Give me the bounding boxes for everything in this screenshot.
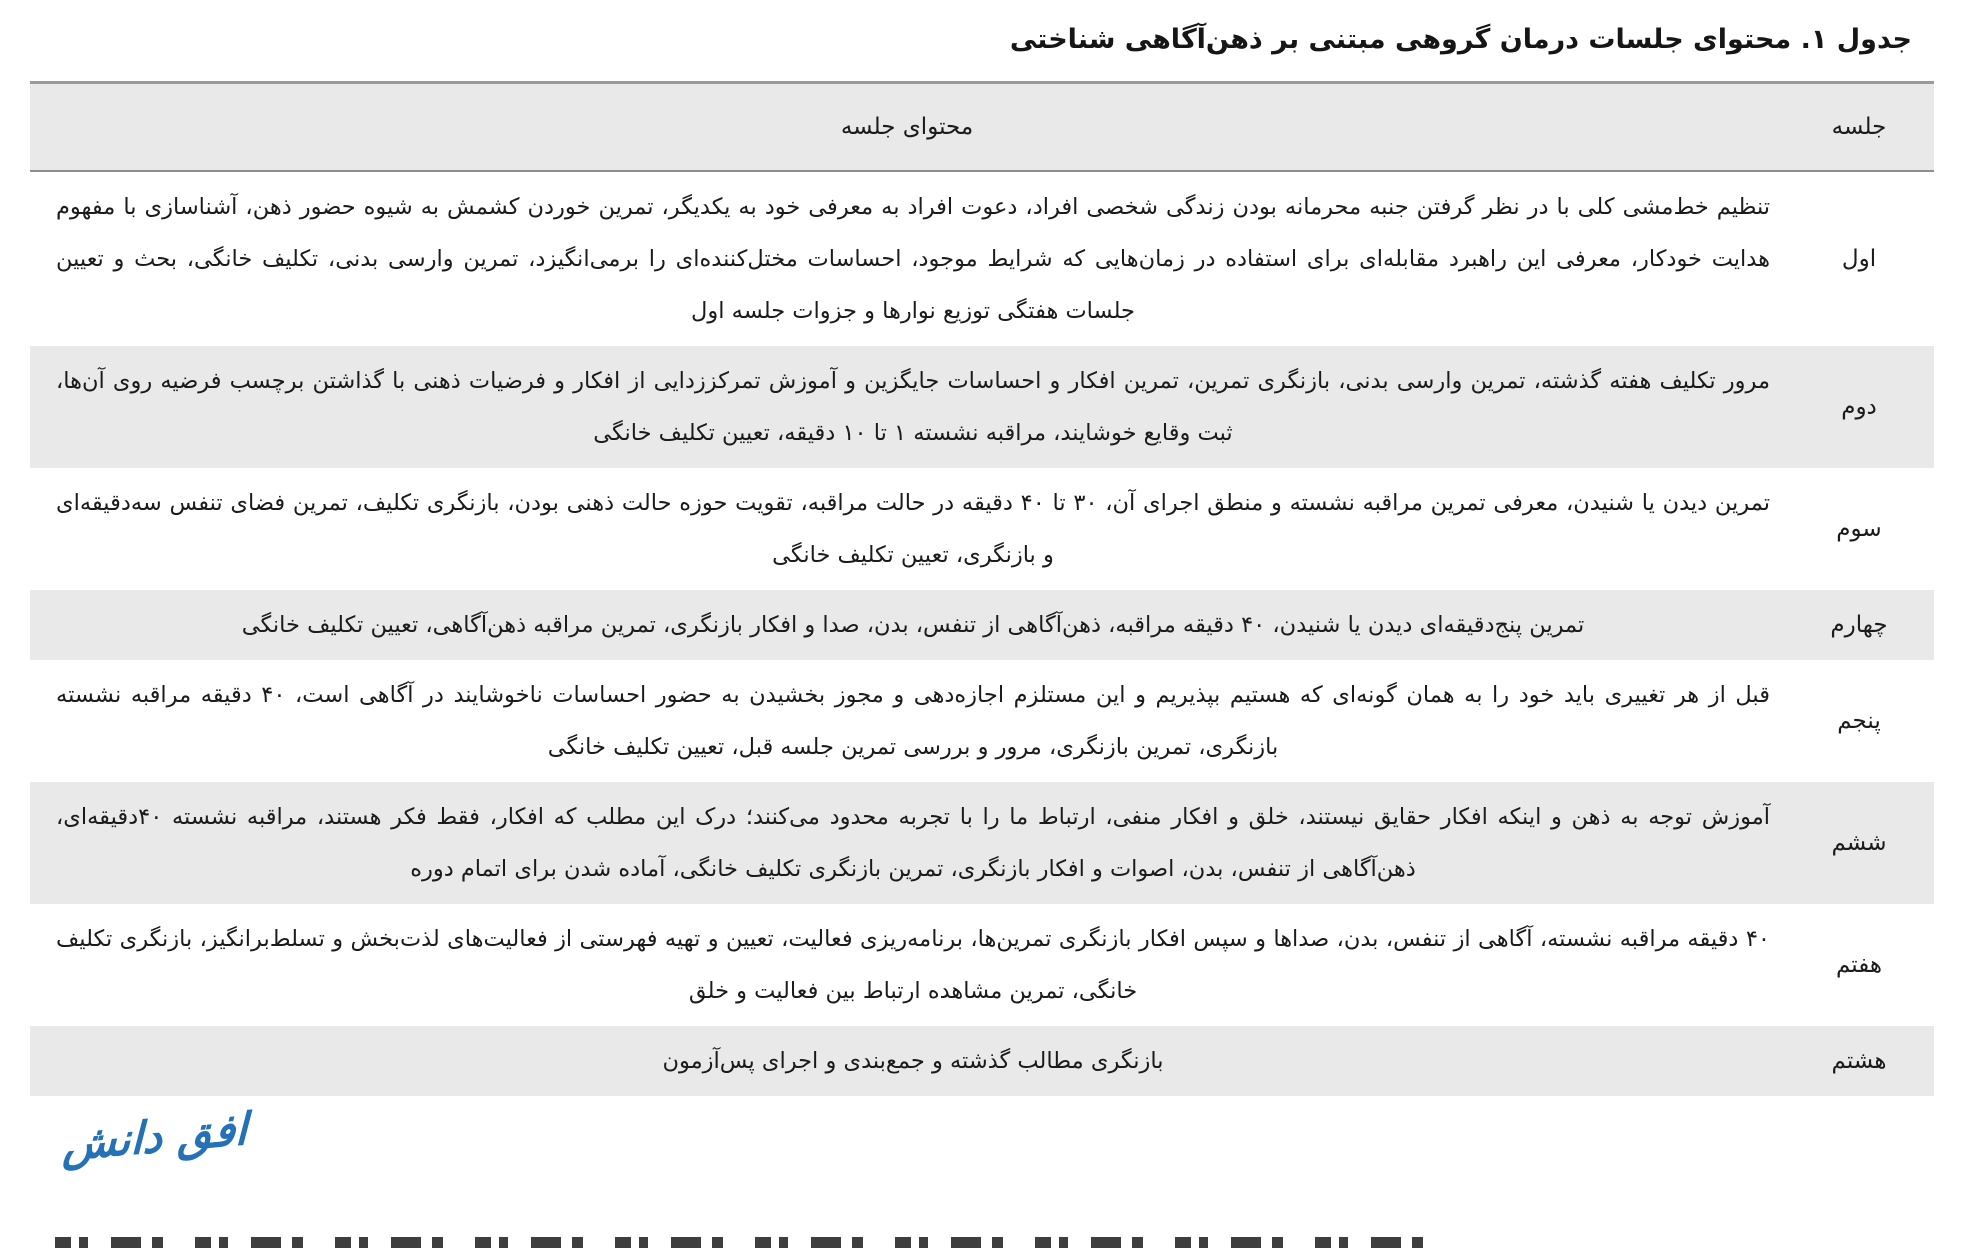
session-content-cell: تمرین دیدن یا شنیدن، معرفی تمرین مراقبه نشسته و منطق اجرای آن، ۳۰ تا ۴۰ دقیقه در حالت مراقبه، تقویت حوزه حالت ذهنی بودن، بازنگری تکلیف، تمرین فضای تنفس سه‌دقیقه‌ای و بازنگری، تعیین تکلیف خانگی: [56, 490, 1770, 568]
session-number-cell: ششم: [1831, 830, 1887, 856]
cutoff-text-strip: [55, 1237, 1445, 1248]
session-number-cell: سوم: [1836, 516, 1882, 542]
table-body: [30, 172, 1934, 1096]
table-row: [30, 660, 1934, 782]
table-title: جدول ۱. محتوای جلسات درمان گروهی مبتنی بر ذهن‌آگاهی شناختی: [1009, 24, 1912, 55]
journal-logo: افق دانش: [61, 1103, 248, 1172]
table-row: [30, 904, 1934, 1026]
session-content-cell: مرور تکلیف هفته گذشته، تمرین وارسی بدنی، بازنگری تمرین، تمرین افکار و احساسات جایگزین و آموزش تمرکززدایی از افکار و فرضیات ذهنی با گذاشتن برچسب فرضیه روی آن‌ها، ثبت وقایع خوشایند، مراقبه نشسته ۱ تا ۱۰ دقیقه، تعیین تکلیف خانگی: [56, 368, 1770, 446]
session-number-cell: چهارم: [1830, 612, 1888, 638]
session-number-cell: هشتم: [1831, 1048, 1887, 1074]
table-row: [30, 590, 1934, 660]
table-header-row: [30, 84, 1934, 172]
session-number-cell: هفتم: [1836, 952, 1883, 978]
table-row: [30, 1026, 1934, 1096]
table-row: [30, 172, 1934, 346]
table-row: [30, 468, 1934, 590]
column-header-session: جلسه: [1831, 114, 1887, 140]
sessions-table: [30, 81, 1934, 1096]
session-content-cell: بازنگری مطالب گذشته و جمع‌بندی و اجرای پس‌آزمون: [662, 1048, 1164, 1074]
session-content-cell: تنظیم خط‌مشی کلی با در نظر گرفتن جنبه محرمانه بودن زندگی شخصی افراد، دعوت افراد به معرفی خود به یکدیگر، تمرین خوردن کشمش به شیوه حضور ذهن، آشناسازی با مفهوم هدایت خودکار، معرفی این راهبرد مقابله‌ای برای استفاده در زمان‌هایی که شرایط موجود، احساسات مختل‌کننده‌ای را برمی‌انگیزد، تمرین وارسی بدنی، تکلیف خانگی، بحث و تعیین جلسات هفتگی توزیع نوارها و جزوات جلسه اول: [56, 194, 1770, 324]
session-content-cell: ۴۰ دقیقه مراقبه نشسته، آگاهی از تنفس، بدن، صداها و سپس افکار بازنگری تمرین‌ها، برنامه‌ریزی فعالیت، تعیین و تهیه فهرستی از فعالیت‌های لذت‌بخش و تسلط‌برانگیز، بازنگری تکلیف خانگی، تمرین مشاهده ارتباط بین فعالیت و خلق: [56, 926, 1770, 1004]
session-content-cell: آموزش توجه به ذهن و اینکه افکار حقایق نیستند، خلق و افکار منفی، ارتباط ما را با تجربه محدود می‌کنند؛ درک این مطلب که افکار، فقط فکر هستند، مراقبه نشسته ۴۰دقیقه‌ای، ذهن‌آگاهی از تنفس، بدن، اصوات و افکار بازنگری، تمرین بازنگری تکلیف خانگی، آماده شدن برای اتمام دوره: [56, 804, 1770, 882]
session-content-cell: قبل از هر تغییری باید خود را به همان گونه‌ای که هستیم بپذیریم و این مستلزم اجازه‌دهی و مجوز بخشیدن به حضور احساسات ناخوشایند در آگاهی است، ۴۰ دقیقه مراقبه نشسته بازنگری، تمرین بازنگری، مرور و بررسی تمرین جلسه قبل، تعیین تکلیف خانگی: [56, 682, 1770, 760]
session-number-cell: اول: [1841, 246, 1877, 272]
session-number-cell: دوم: [1841, 394, 1877, 420]
session-number-cell: پنجم: [1837, 708, 1881, 734]
table-row: [30, 346, 1934, 468]
session-content-cell: تمرین پنج‌دقیقه‌ای دیدن یا شنیدن، ۴۰ دقیقه مراقبه، ذهن‌آگاهی از تنفس، بدن، صدا و افکار بازنگری، تمرین مراقبه ذهن‌آگاهی، تعیین تکلیف خانگی: [241, 612, 1585, 638]
table-row: [30, 782, 1934, 904]
footer: [30, 1096, 1934, 1172]
column-header-content: محتوای جلسه: [840, 114, 974, 140]
